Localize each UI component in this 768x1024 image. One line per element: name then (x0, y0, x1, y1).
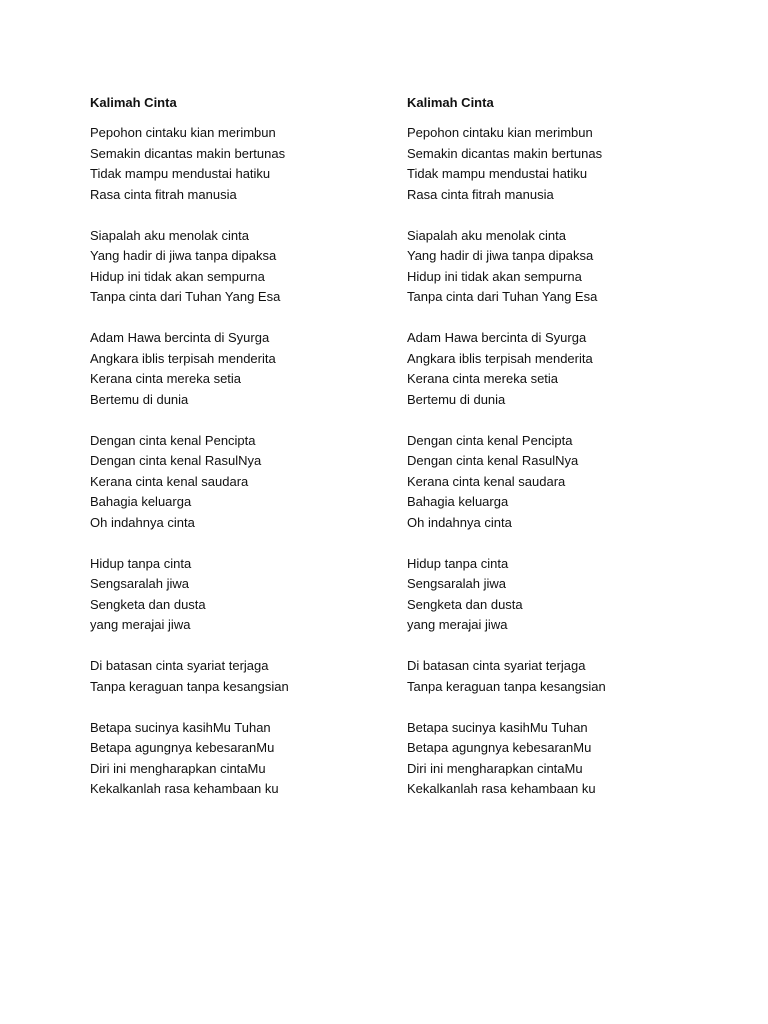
lyric-line: Di batasan cinta syariat terjaga (90, 658, 269, 673)
lyric-line: Hidup ini tidak akan sempurna (90, 268, 265, 284)
lyrics-column-right (407, 93, 707, 820)
lyric-line: Sengketa dan dusta (90, 596, 206, 612)
lyric-line: Bahagia keluarga (90, 494, 192, 509)
lyric-line: Adam Hawa bercinta di Syurga (407, 330, 587, 345)
lyric-line: Dengan cinta kenal RasulNya (90, 453, 262, 468)
lyric-line: Betapa sucinya kasihMu Tuhan (90, 719, 271, 735)
song-title: Kalimah Cinta (407, 95, 494, 110)
stanza-list (90, 123, 390, 800)
stanza (407, 718, 707, 800)
lyric-line: Betapa sucinya kasihMu Tuhan (407, 719, 588, 735)
lyric-line: Oh indahnya cinta (90, 514, 195, 530)
lyric-line: Hidup tanpa cinta (407, 555, 509, 571)
lyric-line: Tanpa cinta dari Tuhan Yang Esa (407, 289, 598, 304)
lyric-line: Tidak mampu mendustai hatiku (407, 166, 588, 181)
lyric-line: Tanpa cinta dari Tuhan Yang Esa (90, 289, 281, 304)
stanza (90, 123, 390, 205)
lyric-line: Sengketa dan dusta (407, 596, 523, 612)
lyric-line: Hidup ini tidak akan sempurna (407, 268, 582, 284)
stanza (90, 554, 390, 636)
lyric-line: Kekalkanlah rasa kehambaan ku (407, 781, 596, 796)
lyric-line: Diri ini mengharapkan cintaMu (90, 760, 266, 776)
lyric-line: Oh indahnya cinta (407, 514, 512, 530)
lyric-line: Betapa agungnya kebesaranMu (407, 740, 592, 755)
lyric-line: Pepohon cintaku kian merimbun (90, 125, 276, 140)
lyric-line: Kerana cinta kenal saudara (90, 473, 249, 489)
lyric-line: Bertemu di dunia (90, 391, 189, 407)
lyric-line: Sengsaralah jiwa (90, 576, 190, 591)
lyric-line: Yang hadir di jiwa tanpa dipaksa (407, 248, 594, 263)
lyric-line: Adam Hawa bercinta di Syurga (90, 330, 270, 345)
lyric-line: Bahagia keluarga (407, 494, 509, 509)
lyric-line: Dengan cinta kenal Pencipta (90, 432, 256, 448)
stanza (90, 226, 390, 308)
stanza (90, 328, 390, 410)
stanza (407, 431, 707, 534)
lyric-line: Siapalah aku menolak cinta (407, 227, 566, 243)
lyric-line: Kekalkanlah rasa kehambaan ku (90, 781, 279, 796)
lyric-line: Dengan cinta kenal RasulNya (407, 453, 579, 468)
lyric-line: Betapa agungnya kebesaranMu (90, 740, 275, 755)
lyric-line: Pepohon cintaku kian merimbun (407, 125, 593, 140)
stanza (90, 718, 390, 800)
lyric-line: Tanpa keraguan tanpa kesangsian (407, 678, 606, 694)
stanza (407, 123, 707, 205)
stanza (407, 656, 707, 697)
lyric-line: Dengan cinta kenal Pencipta (407, 432, 573, 448)
lyric-line: Semakin dicantas makin bertunas (407, 145, 603, 161)
lyric-line: Siapalah aku menolak cinta (90, 227, 249, 243)
lyric-line: Diri ini mengharapkan cintaMu (407, 760, 583, 776)
lyric-line: Tidak mampu mendustai hatiku (90, 166, 271, 181)
lyric-line: yang merajai jiwa (90, 617, 191, 632)
stanza (407, 554, 707, 636)
lyric-line: Rasa cinta fitrah manusia (407, 186, 554, 202)
lyric-line: Hidup tanpa cinta (90, 555, 192, 571)
lyric-line: Angkara iblis terpisah menderita (90, 350, 276, 366)
lyric-line: Di batasan cinta syariat terjaga (407, 658, 586, 673)
stanza (407, 226, 707, 308)
song-title: Kalimah Cinta (90, 95, 177, 110)
stanza (90, 431, 390, 534)
stanza (90, 656, 390, 697)
lyric-line: Kerana cinta mereka setia (90, 371, 242, 386)
stanza-list (407, 123, 707, 800)
lyrics-column-left (90, 93, 390, 820)
lyric-line: Kerana cinta mereka setia (407, 371, 559, 386)
lyric-line: Rasa cinta fitrah manusia (90, 186, 237, 202)
lyric-line: Kerana cinta kenal saudara (407, 473, 566, 489)
lyric-line: yang merajai jiwa (407, 617, 508, 632)
lyric-line: Yang hadir di jiwa tanpa dipaksa (90, 248, 277, 263)
lyric-line: Angkara iblis terpisah menderita (407, 350, 593, 366)
stanza (407, 328, 707, 410)
lyric-line: Semakin dicantas makin bertunas (90, 145, 286, 161)
lyric-line: Tanpa keraguan tanpa kesangsian (90, 678, 289, 694)
lyric-line: Bertemu di dunia (407, 391, 506, 407)
lyric-line: Sengsaralah jiwa (407, 576, 507, 591)
